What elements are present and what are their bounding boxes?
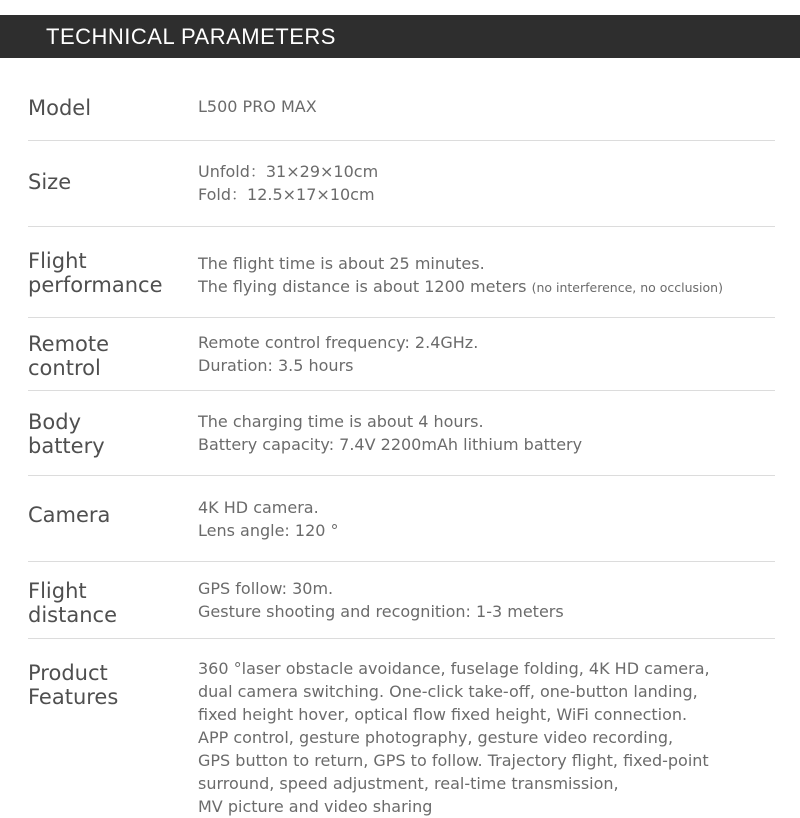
spec-value-body-battery: The charging time is about 4 hours. Battery capacity: 7.4V 2200mAh lithium battery (198, 412, 583, 454)
spec-label-flight-distance: Flight distance (28, 579, 117, 627)
divider (28, 475, 775, 476)
divider (28, 140, 775, 141)
spec-value-camera: 4K HD camera. Lens angle: 120 ° (198, 498, 339, 540)
page-title: TECHNICAL PARAMETERS (46, 24, 336, 49)
spec-label-remote-control: Remote control (28, 332, 110, 380)
spec-value-flight-distance: GPS follow: 30m. Gesture shooting and recognition: 1-3 meters (198, 579, 564, 621)
spec-value-size: Unfold：31×29×10cm Fold：12.5×17×10cm (198, 162, 379, 204)
divider (28, 317, 775, 318)
spec-value-model: L500 PRO MAX (198, 97, 317, 116)
spec-value-product-features: 360 °laser obstacle avoidance, fuselage folding, 4K HD camera, dual camera switching. One-click take-off, one-button landing, fixed height hover, optical flow fixed height, WiFi connection. APP control, gesture photography, gesture video recording, GPS button to return, GPS to follow. Trajectory flight, fixed-point surround, speed adjustment, real-time transmission, MV picture and video sharing (198, 659, 710, 816)
divider (28, 638, 775, 639)
spec-note: (no interference, no occlusion) (531, 280, 723, 295)
spec-label-body-battery: Body battery (28, 410, 105, 458)
divider (28, 390, 775, 391)
spec-label-camera: Camera (28, 503, 111, 527)
section-header (0, 15, 800, 58)
divider (28, 226, 775, 227)
divider (28, 561, 775, 562)
spec-label-flight-performance: Flight performance (28, 249, 163, 297)
spec-label-model: Model (28, 96, 92, 120)
spec-value-flight-performance: The flight time is about 25 minutes. The flying distance is about 1200 meters (no interference, no occlusion) (198, 254, 723, 296)
spec-value-remote-control: Remote control frequency: 2.4GHz. Duration: 3.5 hours (198, 333, 479, 375)
spec-label-product-features: Product Features (28, 661, 119, 709)
spec-label-size: Size (28, 170, 72, 194)
